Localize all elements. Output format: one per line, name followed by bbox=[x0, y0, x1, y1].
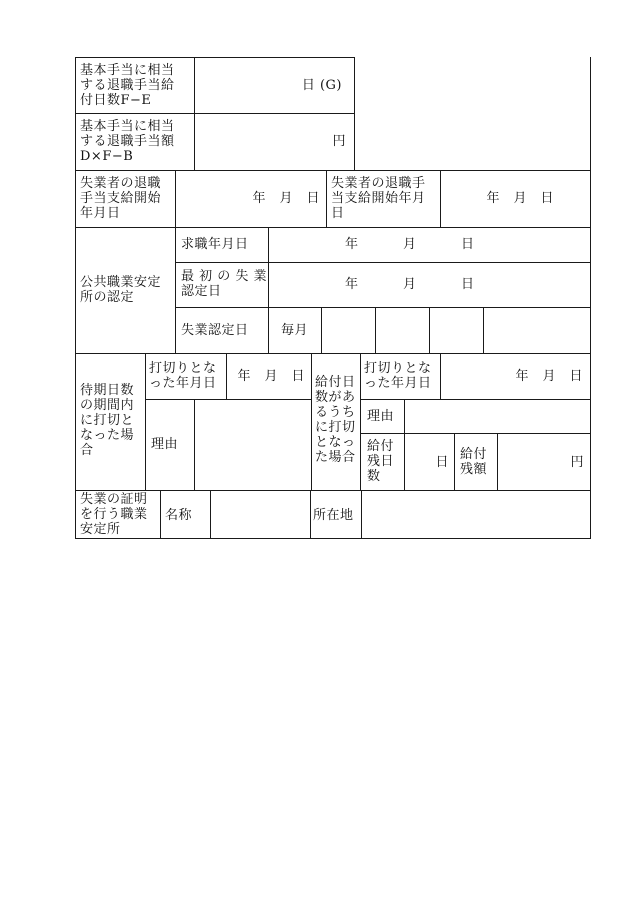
first-cert-date-label: 最 初 の 失 業 認定日 bbox=[181, 269, 268, 299]
row3-left-date[interactable]: 年 月 日 bbox=[252, 191, 320, 206]
row3-right-date[interactable]: 年 月 日 bbox=[486, 191, 554, 206]
day-unit: 日 bbox=[461, 237, 475, 252]
cert-day-box-1[interactable] bbox=[322, 308, 375, 353]
line bbox=[75, 113, 355, 114]
employment-office-cert-label: 公共職業安定 所の認定 bbox=[80, 275, 162, 305]
cert-day-box-4[interactable] bbox=[484, 308, 590, 353]
job-application-date-label: 求職年月日 bbox=[181, 237, 249, 252]
line bbox=[590, 57, 591, 539]
waiting-period-termination-label: 待期日数 の期間内 に打切と なった場 合 bbox=[80, 383, 135, 458]
line bbox=[75, 57, 76, 539]
right-termination-date[interactable]: 年 月 日 bbox=[515, 369, 583, 384]
line bbox=[360, 353, 361, 490]
row1-days-value[interactable]: 日 (G) bbox=[301, 78, 342, 93]
office-name-label: 名称 bbox=[165, 508, 193, 523]
line bbox=[175, 262, 591, 263]
line bbox=[75, 538, 591, 539]
row3-left-label: 失業者の退職 手当支給開始 年月日 bbox=[80, 176, 162, 221]
cert-day-box-3[interactable] bbox=[430, 308, 483, 353]
line bbox=[75, 57, 355, 58]
line bbox=[440, 353, 441, 399]
remaining-days-label: 給付 残日 数 bbox=[367, 439, 395, 484]
month-unit: 月 bbox=[403, 237, 417, 252]
every-month-label: 毎月 bbox=[281, 323, 309, 338]
line bbox=[268, 227, 269, 353]
row3-right-label: 失業者の退職手 当支給開始年月 日 bbox=[331, 176, 426, 221]
row2-label: 基本手当に相当 する退職手当額 D×F−B bbox=[80, 119, 175, 164]
line bbox=[311, 353, 312, 490]
month-unit: 月 bbox=[403, 277, 417, 292]
line bbox=[326, 170, 327, 228]
cert-day-label: 失業認定日 bbox=[181, 323, 249, 338]
line bbox=[175, 227, 176, 353]
right-termination-date-label: 打切りとな った年月日 bbox=[364, 361, 432, 391]
line bbox=[454, 433, 455, 490]
certifying-office-label: 失業の証明 を行う職業 安定所 bbox=[80, 492, 148, 537]
left-reason-field[interactable] bbox=[195, 400, 310, 489]
line bbox=[175, 170, 176, 228]
line bbox=[226, 353, 227, 399]
line bbox=[440, 170, 441, 228]
line bbox=[360, 433, 591, 434]
line bbox=[75, 227, 591, 228]
office-location-field[interactable] bbox=[362, 491, 590, 538]
office-location-label: 所在地 bbox=[313, 508, 354, 523]
day-unit: 日 bbox=[461, 277, 475, 292]
line bbox=[145, 353, 146, 490]
remaining-amount-label: 給付 残額 bbox=[460, 447, 488, 477]
year-unit: 年 bbox=[345, 277, 359, 292]
year-unit: 年 bbox=[345, 237, 359, 252]
office-name-field[interactable] bbox=[211, 491, 310, 538]
row1-label: 基本手当に相当 する退職手当給 付日数F−E bbox=[80, 63, 175, 108]
left-termination-date[interactable]: 年 月 日 bbox=[237, 369, 305, 384]
left-reason-label: 理由 bbox=[151, 437, 179, 452]
benefit-days-termination-label: 給付日 数があ るうち に打切 となっ た場合 bbox=[315, 375, 356, 465]
line bbox=[160, 490, 161, 539]
line bbox=[310, 490, 311, 539]
cert-day-box-2[interactable] bbox=[376, 308, 429, 353]
row2-amount-value[interactable]: 円 bbox=[332, 134, 346, 149]
remaining-days-unit[interactable]: 日 bbox=[435, 455, 449, 470]
right-reason-label: 理由 bbox=[367, 409, 395, 424]
right-reason-field[interactable] bbox=[405, 400, 590, 433]
line bbox=[75, 353, 591, 354]
line bbox=[75, 170, 591, 171]
remaining-amount-unit[interactable]: 円 bbox=[570, 455, 584, 470]
left-termination-date-label: 打切りとな った年月日 bbox=[149, 361, 217, 391]
